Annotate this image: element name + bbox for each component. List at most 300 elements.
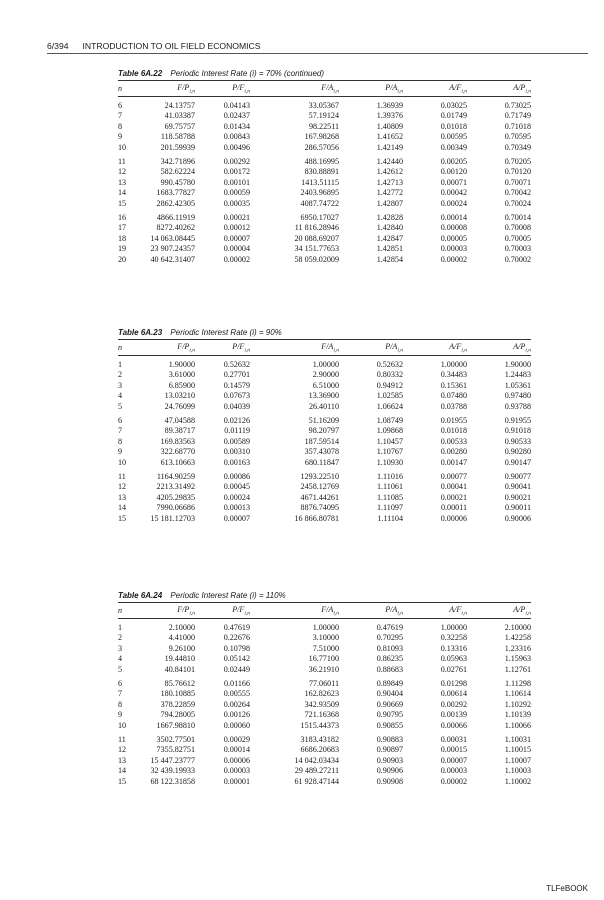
- factor-cell: 0.90883: [376, 735, 403, 745]
- factor-cell: 0.00014: [223, 745, 250, 755]
- factor-cell: 0.52632: [376, 360, 403, 369]
- period-cell: 15: [118, 776, 127, 786]
- period-cell: 11: [118, 472, 126, 482]
- factor-cell: 1.41652: [376, 132, 403, 142]
- factor-cell: 6686.20683: [300, 745, 339, 755]
- table-row: [118, 731, 531, 745]
- factor-cell: 8876.74095: [300, 503, 339, 513]
- factor-cell: 1.42713: [376, 177, 403, 187]
- factor-cell: 0.00595: [440, 132, 467, 142]
- factor-cell: 162.82623: [304, 689, 339, 699]
- factor-cell: 1.90000: [504, 360, 531, 369]
- factor-cell: 20 088.69207: [294, 233, 339, 243]
- table-number: Table 6A.24: [118, 591, 163, 600]
- factor-cell: 0.00349: [440, 142, 467, 152]
- factor-cell: 0.00003: [223, 766, 250, 776]
- factor-cell: 0.90533: [504, 436, 531, 446]
- period-cell: 5: [118, 401, 123, 411]
- factor-cell: 40 642.31407: [150, 254, 195, 264]
- factor-table: [118, 339, 531, 524]
- period-cell: 8: [118, 699, 123, 709]
- column-header: $P/F_{i,n}$: [232, 82, 250, 95]
- table-row: [118, 689, 531, 699]
- factor-cell: 721.16368: [304, 710, 339, 720]
- factor-cell: 0.00139: [440, 710, 467, 720]
- factor-cell: 7.51000: [312, 643, 339, 653]
- factor-cell: 1.11104: [377, 513, 403, 523]
- period-cell: 3: [118, 380, 123, 390]
- factor-cell: 0.70002: [504, 254, 531, 264]
- factor-cell: 36.21910: [308, 664, 339, 674]
- factor-cell: 41.03387: [164, 111, 195, 121]
- factor-cell: 0.01298: [440, 679, 467, 689]
- factor-cell: 0.00310: [223, 447, 250, 457]
- factor-cell: 0.00042: [440, 188, 467, 198]
- factor-cell: 1.10767: [376, 447, 403, 457]
- factor-cell: 3502.77501: [156, 735, 195, 745]
- factor-cell: 0.00003: [440, 766, 467, 776]
- table-row: [118, 654, 531, 664]
- factor-cell: 1515.44373: [300, 720, 339, 730]
- factor-cell: 11 816.28946: [294, 223, 339, 233]
- factor-cell: 1.42807: [376, 198, 403, 208]
- table-row: [118, 122, 531, 132]
- factor-cell: 1.42258: [504, 633, 531, 643]
- period-cell: 8: [118, 121, 123, 131]
- period-cell: 11: [118, 735, 126, 745]
- factor-cell: 0.00015: [440, 745, 467, 755]
- period-cell: 10: [118, 720, 127, 730]
- factor-cell: 794.28005: [160, 710, 195, 720]
- table-row: [118, 619, 531, 634]
- factor-cell: 1.42440: [376, 157, 403, 167]
- period-cell: 3: [118, 643, 123, 653]
- factor-cell: 0.90041: [504, 482, 531, 492]
- factor-cell: 201.59939: [160, 142, 195, 152]
- factor-cell: 1.90000: [168, 360, 195, 369]
- table-row: [118, 255, 531, 265]
- factor-cell: 0.03025: [440, 101, 467, 110]
- factor-cell: 0.91018: [504, 426, 531, 436]
- period-cell: 1: [118, 623, 123, 632]
- factor-cell: 1164.90259: [156, 472, 195, 482]
- factor-cell: 6.85900: [168, 380, 195, 390]
- factor-cell: 0.07673: [223, 391, 250, 401]
- factor-cell: 0.04143: [223, 101, 250, 110]
- factor-cell: 1.10002: [504, 776, 531, 786]
- factor-cell: 0.70595: [504, 132, 531, 142]
- factor-cell: 582.62224: [160, 167, 195, 177]
- period-cell: 1: [118, 360, 123, 369]
- factor-cell: 0.02126: [223, 416, 250, 426]
- factor-cell: 0.00086: [223, 472, 250, 482]
- factor-table: [118, 602, 531, 787]
- table-row: [118, 199, 531, 209]
- table-row: [118, 153, 531, 167]
- factor-cell: 0.00014: [440, 213, 467, 223]
- factor-cell: 24.13757: [164, 101, 195, 110]
- table-body: [118, 356, 531, 525]
- factor-cell: 0.70349: [504, 142, 531, 152]
- factor-cell: 0.14579: [223, 380, 250, 390]
- column-header: $P/A_{i,n}$: [385, 604, 403, 617]
- factor-cell: 3.61000: [168, 370, 195, 380]
- factor-cell: 1.10066: [504, 720, 531, 730]
- factor-cell: 0.52632: [223, 360, 250, 369]
- factor-cell: 0.00011: [440, 503, 467, 513]
- column-header: $F/P_{i,n}$: [177, 604, 195, 617]
- column-header: $F/A_{i,n}$: [321, 604, 339, 617]
- table-6a24: [118, 590, 531, 787]
- period-cell: 10: [118, 457, 127, 467]
- factor-cell: 0.00066: [440, 720, 467, 730]
- period-cell: 12: [118, 167, 127, 177]
- table-row: [118, 514, 531, 524]
- factor-cell: 98.20797: [308, 426, 339, 436]
- factor-cell: 68 122.31858: [150, 776, 195, 786]
- factor-cell: 40.84101: [164, 664, 195, 674]
- period-cell: 13: [118, 177, 127, 187]
- factor-cell: 1.10031: [504, 735, 531, 745]
- table-row: [118, 447, 531, 457]
- factor-cell: 342.93509: [304, 699, 339, 709]
- factor-cell: 1.11016: [376, 472, 403, 482]
- factor-cell: 1.12761: [504, 664, 531, 674]
- period-cell: 4: [118, 391, 123, 401]
- period-cell: 9: [118, 710, 123, 720]
- factor-cell: 1.00000: [312, 360, 339, 369]
- factor-cell: 1.10292: [504, 699, 531, 709]
- table-row: [118, 223, 531, 233]
- column-header: $A/P_{i,n}$: [513, 82, 531, 95]
- factor-cell: 0.02449: [223, 664, 250, 674]
- table-row: [118, 188, 531, 198]
- period-cell: 6: [118, 679, 123, 689]
- factor-cell: 0.00003: [440, 244, 467, 254]
- factor-cell: 58 059.02009: [294, 254, 339, 264]
- factor-cell: 0.00077: [440, 472, 467, 482]
- factor-cell: 2.10000: [504, 623, 531, 632]
- factor-cell: 16.77100: [308, 654, 339, 664]
- factor-cell: 34 151.77653: [294, 244, 339, 254]
- factor-cell: 2.10000: [168, 623, 195, 632]
- factor-cell: 1.11085: [376, 492, 403, 502]
- factor-cell: 0.86235: [376, 654, 403, 664]
- factor-cell: 0.00589: [223, 436, 250, 446]
- factor-cell: 0.03788: [440, 401, 467, 411]
- factor-cell: 1.24483: [504, 370, 531, 380]
- factor-cell: 24.76099: [164, 401, 195, 411]
- period-cell: 20: [118, 254, 127, 264]
- factor-cell: 0.70295: [376, 633, 403, 643]
- factor-cell: 0.90077: [504, 472, 531, 482]
- factor-cell: 488.16995: [304, 157, 339, 167]
- factor-cell: 322.68770: [160, 447, 195, 457]
- column-header: n: [118, 84, 123, 93]
- factor-cell: 0.01166: [223, 679, 250, 689]
- period-cell: 17: [118, 223, 127, 233]
- factor-cell: 32 439.19933: [150, 766, 195, 776]
- factor-cell: 15 181.12703: [150, 513, 195, 523]
- table-row: [118, 745, 531, 755]
- factor-cell: 0.00071: [440, 177, 467, 187]
- factor-cell: 77.06011: [308, 679, 339, 689]
- factor-table: [118, 80, 531, 265]
- table-row: [118, 391, 531, 401]
- factor-cell: 0.81093: [376, 643, 403, 653]
- factor-cell: 4671.44261: [300, 492, 339, 502]
- factor-cell: 342.71896: [160, 157, 195, 167]
- factor-cell: 0.70008: [504, 223, 531, 233]
- table-row: [118, 437, 531, 447]
- factor-cell: 0.91955: [504, 416, 531, 426]
- table-title: Periodic Interest Rate (i) = 70% (continued): [170, 69, 325, 78]
- factor-cell: 0.47619: [376, 623, 403, 632]
- period-cell: 7: [118, 111, 123, 121]
- footer-mark: TLFeBOOK: [546, 884, 588, 893]
- factor-cell: 0.00006: [440, 513, 467, 523]
- table-row: [118, 493, 531, 503]
- table-row: [118, 721, 531, 731]
- factor-cell: 1.00000: [440, 360, 467, 369]
- table-header-row: [118, 340, 531, 356]
- factor-cell: 0.00041: [440, 482, 467, 492]
- factor-cell: 0.00004: [223, 244, 250, 254]
- factor-cell: 2403.96895: [300, 188, 339, 198]
- factor-cell: 1.10007: [504, 755, 531, 765]
- factor-cell: 1.10139: [504, 710, 531, 720]
- factor-cell: 1.11061: [376, 482, 403, 492]
- period-cell: 9: [118, 447, 123, 457]
- factor-cell: 26.40110: [308, 401, 339, 411]
- factor-cell: 0.00007: [223, 513, 250, 523]
- factor-cell: 0.00496: [223, 142, 250, 152]
- table-6a23: [118, 327, 531, 524]
- table-row: [118, 132, 531, 142]
- factor-cell: 1.10930: [376, 457, 403, 467]
- table-row: [118, 468, 531, 482]
- factor-cell: 0.00001: [223, 776, 250, 786]
- table-row: [118, 178, 531, 188]
- factor-cell: 4.41000: [168, 633, 195, 643]
- column-header: n: [118, 343, 123, 352]
- table-row: [118, 482, 531, 492]
- factor-cell: 1.10457: [376, 436, 403, 446]
- factor-cell: 23 907.24357: [150, 244, 195, 254]
- factor-cell: 1.39376: [376, 111, 403, 121]
- factor-cell: 1.10015: [504, 745, 531, 755]
- table-row: [118, 412, 531, 426]
- factor-cell: 0.01119: [224, 426, 250, 436]
- period-cell: 5: [118, 664, 123, 674]
- period-cell: 19: [118, 244, 127, 254]
- table-caption: [118, 68, 531, 80]
- factor-cell: 0.00843: [223, 132, 250, 142]
- factor-cell: 0.90908: [376, 776, 403, 786]
- factor-cell: 1.42840: [376, 223, 403, 233]
- factor-cell: 0.00147: [440, 457, 467, 467]
- factor-cell: 0.70005: [504, 233, 531, 243]
- factor-cell: 0.22676: [223, 633, 250, 643]
- factor-cell: 15 447.23777: [150, 755, 195, 765]
- period-cell: 14: [118, 503, 127, 513]
- factor-cell: 0.88683: [376, 664, 403, 674]
- factor-cell: 990.45780: [160, 177, 195, 187]
- period-cell: 7: [118, 426, 123, 436]
- factor-cell: 0.90021: [504, 492, 531, 502]
- factor-cell: 0.70014: [504, 213, 531, 223]
- factor-cell: 286.57056: [304, 142, 339, 152]
- factor-cell: 0.90855: [376, 720, 403, 730]
- table-row: [118, 426, 531, 436]
- factor-cell: 0.90147: [504, 457, 531, 467]
- column-header: $P/A_{i,n}$: [385, 341, 403, 354]
- page-header: [47, 37, 588, 54]
- factor-cell: 0.00059: [223, 188, 250, 198]
- factor-cell: 1.10003: [504, 766, 531, 776]
- factor-cell: 0.00292: [440, 699, 467, 709]
- factor-cell: 0.27701: [223, 370, 250, 380]
- column-header: $P/A_{i,n}$: [385, 82, 403, 95]
- factor-cell: 4087.74722: [300, 198, 339, 208]
- factor-cell: 29 489.27211: [294, 766, 339, 776]
- factor-cell: 0.00045: [223, 482, 250, 492]
- factor-cell: 0.00005: [440, 233, 467, 243]
- factor-cell: 613.10663: [160, 457, 195, 467]
- factor-cell: 0.80332: [376, 370, 403, 380]
- factor-cell: 0.13316: [440, 643, 467, 653]
- factor-cell: 0.47619: [223, 623, 250, 632]
- column-header: $A/F_{i,n}$: [449, 82, 467, 95]
- factor-cell: 0.90280: [504, 447, 531, 457]
- factor-cell: 0.00035: [223, 198, 250, 208]
- factor-cell: 1.02585: [376, 391, 403, 401]
- factor-cell: 1.42828: [376, 213, 403, 223]
- factor-cell: 0.00614: [440, 689, 467, 699]
- factor-cell: 0.00007: [223, 233, 250, 243]
- factor-cell: 1293.22510: [300, 472, 339, 482]
- factor-cell: 13.03210: [164, 391, 195, 401]
- factor-cell: 2.90000: [312, 370, 339, 380]
- factor-cell: 0.70205: [504, 157, 531, 167]
- period-cell: 2: [118, 370, 123, 380]
- factor-cell: 4866.11919: [156, 213, 195, 223]
- period-cell: 12: [118, 482, 127, 492]
- factor-cell: 1.42149: [376, 142, 403, 152]
- table-number: Table 6A.22: [118, 69, 163, 78]
- factor-cell: 1.36939: [376, 101, 403, 110]
- table-row: [118, 766, 531, 776]
- period-cell: 16: [118, 213, 127, 223]
- table-caption: [118, 590, 531, 602]
- factor-cell: 1667.98810: [156, 720, 195, 730]
- table-row: [118, 234, 531, 244]
- factor-cell: 1.42847: [376, 233, 403, 243]
- table-row: [118, 111, 531, 121]
- period-cell: 13: [118, 755, 127, 765]
- factor-cell: 0.00205: [440, 157, 467, 167]
- period-cell: 14: [118, 766, 127, 776]
- factor-cell: 0.01955: [440, 416, 467, 426]
- table-caption: [118, 327, 531, 339]
- factor-cell: 1.40809: [376, 121, 403, 131]
- factor-cell: 8272.40262: [156, 223, 195, 233]
- period-cell: 15: [118, 198, 127, 208]
- factor-cell: 2862.42305: [156, 198, 195, 208]
- table-row: [118, 143, 531, 153]
- table-row: [118, 633, 531, 643]
- factor-cell: 0.90897: [376, 745, 403, 755]
- factor-cell: 0.05142: [223, 654, 250, 664]
- factor-cell: 0.00006: [223, 755, 250, 765]
- column-header: n: [118, 606, 123, 615]
- table-header-row: [118, 603, 531, 619]
- factor-cell: 57.19124: [308, 111, 339, 121]
- table-6a22: [118, 68, 531, 265]
- period-cell: 12: [118, 745, 127, 755]
- period-cell: 6: [118, 416, 123, 426]
- factor-cell: 378.22859: [160, 699, 195, 709]
- page-number: 6/394: [47, 41, 69, 51]
- period-cell: 14: [118, 188, 127, 198]
- factor-cell: 0.01018: [440, 121, 467, 131]
- period-cell: 2: [118, 633, 123, 643]
- factor-cell: 1.42854: [376, 254, 403, 264]
- factor-cell: 0.89849: [376, 679, 403, 689]
- factor-cell: 0.01749: [440, 111, 467, 121]
- factor-cell: 19.44810: [164, 654, 195, 664]
- factor-cell: 85.76612: [164, 679, 195, 689]
- column-header: $F/P_{i,n}$: [177, 82, 195, 95]
- factor-cell: 0.70042: [504, 188, 531, 198]
- factor-cell: 0.00002: [440, 776, 467, 786]
- factor-cell: 1.06624: [376, 401, 403, 411]
- factor-cell: 169.83563: [160, 436, 195, 446]
- factor-cell: 0.71018: [504, 121, 531, 131]
- factor-cell: 0.00120: [440, 167, 467, 177]
- table-body: [118, 97, 531, 266]
- factor-cell: 0.15361: [440, 380, 467, 390]
- column-header: $A/P_{i,n}$: [513, 341, 531, 354]
- factor-cell: 0.71749: [504, 111, 531, 121]
- factor-cell: 0.93788: [504, 401, 531, 411]
- factor-cell: 0.00013: [223, 503, 250, 513]
- factor-cell: 0.00031: [440, 735, 467, 745]
- column-header: $A/F_{i,n}$: [449, 604, 467, 617]
- factor-cell: 0.00021: [223, 213, 250, 223]
- factor-cell: 0.90011: [504, 503, 531, 513]
- factor-cell: 0.00008: [440, 223, 467, 233]
- factor-cell: 1.11097: [376, 503, 403, 513]
- factor-cell: 14 063.08445: [150, 233, 195, 243]
- factor-cell: 0.04039: [223, 401, 250, 411]
- factor-cell: 0.00126: [223, 710, 250, 720]
- table-row: [118, 402, 531, 412]
- factor-cell: 0.32258: [440, 633, 467, 643]
- factor-cell: 0.00101: [223, 177, 250, 187]
- factor-cell: 1.05361: [504, 380, 531, 390]
- period-cell: 11: [118, 157, 126, 167]
- factor-cell: 830.88891: [304, 167, 339, 177]
- period-cell: 9: [118, 132, 123, 142]
- table-row: [118, 665, 531, 675]
- table-row: [118, 503, 531, 513]
- period-cell: 7: [118, 689, 123, 699]
- table-row: [118, 244, 531, 254]
- factor-cell: 680.11847: [304, 457, 339, 467]
- factor-cell: 0.73025: [504, 101, 531, 110]
- factor-cell: 0.00292: [223, 157, 250, 167]
